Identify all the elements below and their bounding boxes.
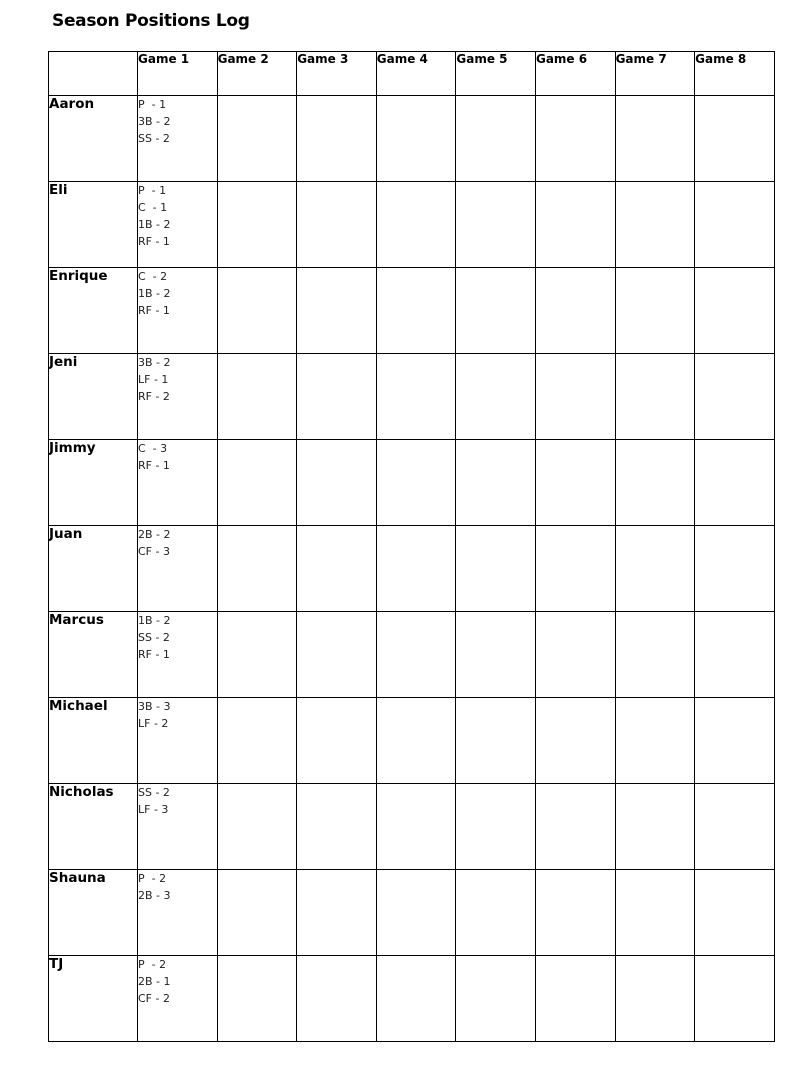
position-entry: P - 2 [138, 872, 167, 885]
game-7-cell[interactable] [615, 354, 695, 440]
position-entry: P - 1 [138, 184, 167, 197]
game-7-cell[interactable] [615, 784, 695, 870]
position-entry: RF - 2 [138, 390, 170, 403]
player-row [49, 870, 775, 956]
game-2-cell[interactable] [217, 268, 297, 354]
game-8-cell[interactable] [695, 612, 775, 698]
position-entry: 3B - 2 [138, 356, 171, 369]
game-1-cell[interactable] [138, 96, 218, 182]
position-entry: P - 1 [138, 98, 167, 111]
game-3-cell[interactable] [297, 354, 377, 440]
position-entry: CF - 3 [138, 545, 170, 558]
game-8-cell[interactable] [695, 784, 775, 870]
player-row [49, 182, 775, 268]
header-corner-cell [49, 52, 138, 96]
position-entry: CF - 2 [138, 992, 170, 1005]
position-entry: SS - 2 [138, 132, 170, 145]
game-7-cell[interactable] [615, 698, 695, 784]
game-1-cell[interactable] [138, 182, 218, 268]
game-5-cell[interactable] [456, 182, 536, 268]
game-2-cell[interactable] [217, 354, 297, 440]
position-entry: RF - 1 [138, 459, 170, 472]
game-8-cell[interactable] [695, 526, 775, 612]
position-entry: 3B - 2 [138, 115, 171, 128]
game-7-cell[interactable] [615, 182, 695, 268]
game-8-cell[interactable] [695, 698, 775, 784]
game-6-cell[interactable] [535, 96, 615, 182]
position-entry: 2B - 3 [138, 889, 171, 902]
position-entry: SS - 2 [138, 786, 170, 799]
game-4-cell[interactable] [376, 354, 456, 440]
game-1-cell[interactable] [138, 956, 218, 1042]
game-7-cell[interactable] [615, 96, 695, 182]
game-1-cell[interactable] [138, 354, 218, 440]
game-5-cell[interactable] [456, 698, 536, 784]
game-6-cell[interactable] [535, 956, 615, 1042]
position-entry: LF - 1 [138, 373, 169, 386]
game-2-cell[interactable] [217, 956, 297, 1042]
game-4-cell[interactable] [376, 268, 456, 354]
game-5-cell[interactable] [456, 354, 536, 440]
game-7-cell[interactable] [615, 268, 695, 354]
game-8-cell[interactable] [695, 956, 775, 1042]
game-7-cell[interactable] [615, 870, 695, 956]
game-6-cell[interactable] [535, 182, 615, 268]
player-name: Marcus [49, 612, 138, 698]
position-entry: SS - 2 [138, 631, 170, 644]
game-8-cell[interactable] [695, 870, 775, 956]
game-3-cell[interactable] [297, 612, 377, 698]
player-name: Nicholas [49, 784, 138, 870]
player-row [49, 698, 775, 784]
game-5-cell[interactable] [456, 526, 536, 612]
position-entry: 1B - 2 [138, 614, 171, 627]
game-2-cell[interactable] [217, 96, 297, 182]
position-entry: C - 3 [138, 442, 168, 455]
positions-table [48, 51, 775, 1042]
game-6-cell[interactable] [535, 870, 615, 956]
game-8-cell[interactable] [695, 354, 775, 440]
game-4-cell[interactable] [376, 440, 456, 526]
game-5-cell[interactable] [456, 440, 536, 526]
game-2-cell[interactable] [217, 870, 297, 956]
game-3-cell[interactable] [297, 268, 377, 354]
player-name: Aaron [49, 96, 138, 182]
game-4-cell[interactable] [376, 526, 456, 612]
position-entry: 1B - 2 [138, 218, 171, 231]
game-6-cell[interactable] [535, 698, 615, 784]
position-entry: C - 1 [138, 201, 168, 214]
header-game-1: Game 1 [138, 52, 218, 96]
header-game-2: Game 2 [217, 52, 297, 96]
game-7-cell[interactable] [615, 440, 695, 526]
page-title: Season Positions Log [52, 11, 250, 31]
player-row [49, 268, 775, 354]
position-entry: 3B - 3 [138, 700, 171, 713]
game-4-cell[interactable] [376, 784, 456, 870]
game-1-cell[interactable] [138, 526, 218, 612]
player-name: Eli [49, 182, 138, 268]
player-row [49, 784, 775, 870]
game-3-cell[interactable] [297, 870, 377, 956]
game-3-cell[interactable] [297, 698, 377, 784]
game-3-cell[interactable] [297, 182, 377, 268]
game-1-cell[interactable] [138, 440, 218, 526]
game-5-cell[interactable] [456, 268, 536, 354]
position-entry: RF - 1 [138, 304, 170, 317]
player-row [49, 956, 775, 1042]
game-6-cell[interactable] [535, 784, 615, 870]
player-name: Shauna [49, 870, 138, 956]
game-2-cell[interactable] [217, 440, 297, 526]
header-game-7: Game 7 [615, 52, 695, 96]
game-4-cell[interactable] [376, 870, 456, 956]
game-3-cell[interactable] [297, 956, 377, 1042]
game-8-cell[interactable] [695, 440, 775, 526]
player-row [49, 440, 775, 526]
game-4-cell[interactable] [376, 698, 456, 784]
game-1-cell[interactable] [138, 698, 218, 784]
game-5-cell[interactable] [456, 96, 536, 182]
game-8-cell[interactable] [695, 182, 775, 268]
game-6-cell[interactable] [535, 268, 615, 354]
player-name: Jeni [49, 354, 138, 440]
position-entry: 2B - 2 [138, 528, 171, 541]
game-1-cell[interactable] [138, 612, 218, 698]
position-entry: 2B - 1 [138, 975, 171, 988]
game-2-cell[interactable] [217, 612, 297, 698]
player-row [49, 96, 775, 182]
game-3-cell[interactable] [297, 440, 377, 526]
position-entry: RF - 1 [138, 235, 170, 248]
game-5-cell[interactable] [456, 612, 536, 698]
header-game-4: Game 4 [376, 52, 456, 96]
position-entry: C - 2 [138, 270, 168, 283]
position-entry: P - 2 [138, 958, 167, 971]
game-1-cell[interactable] [138, 870, 218, 956]
player-name: Jimmy [49, 440, 138, 526]
header-game-3: Game 3 [297, 52, 377, 96]
game-5-cell[interactable] [456, 870, 536, 956]
game-8-cell[interactable] [695, 268, 775, 354]
position-entry: LF - 3 [138, 803, 169, 816]
game-4-cell[interactable] [376, 612, 456, 698]
header-game-5: Game 5 [456, 52, 536, 96]
player-name: Enrique [49, 268, 138, 354]
position-entry: 1B - 2 [138, 287, 171, 300]
game-2-cell[interactable] [217, 698, 297, 784]
game-3-cell[interactable] [297, 526, 377, 612]
game-6-cell[interactable] [535, 354, 615, 440]
game-6-cell[interactable] [535, 612, 615, 698]
game-4-cell[interactable] [376, 96, 456, 182]
header-row [49, 52, 775, 96]
game-3-cell[interactable] [297, 784, 377, 870]
player-name: Juan [49, 526, 138, 612]
player-name: TJ [49, 956, 138, 1042]
game-6-cell[interactable] [535, 526, 615, 612]
position-entry: LF - 2 [138, 717, 169, 730]
game-3-cell[interactable] [297, 96, 377, 182]
header-game-6: Game 6 [535, 52, 615, 96]
game-2-cell[interactable] [217, 182, 297, 268]
game-4-cell[interactable] [376, 182, 456, 268]
game-1-cell[interactable] [138, 268, 218, 354]
player-name: Michael [49, 698, 138, 784]
game-7-cell[interactable] [615, 612, 695, 698]
game-8-cell[interactable] [695, 96, 775, 182]
position-entry: RF - 1 [138, 648, 170, 661]
player-row [49, 526, 775, 612]
game-1-cell[interactable] [138, 784, 218, 870]
game-7-cell[interactable] [615, 526, 695, 612]
game-6-cell[interactable] [535, 440, 615, 526]
header-game-8: Game 8 [695, 52, 775, 96]
game-7-cell[interactable] [615, 956, 695, 1042]
game-4-cell[interactable] [376, 956, 456, 1042]
game-5-cell[interactable] [456, 784, 536, 870]
player-row [49, 612, 775, 698]
game-2-cell[interactable] [217, 526, 297, 612]
game-5-cell[interactable] [456, 956, 536, 1042]
player-row [49, 354, 775, 440]
game-2-cell[interactable] [217, 784, 297, 870]
